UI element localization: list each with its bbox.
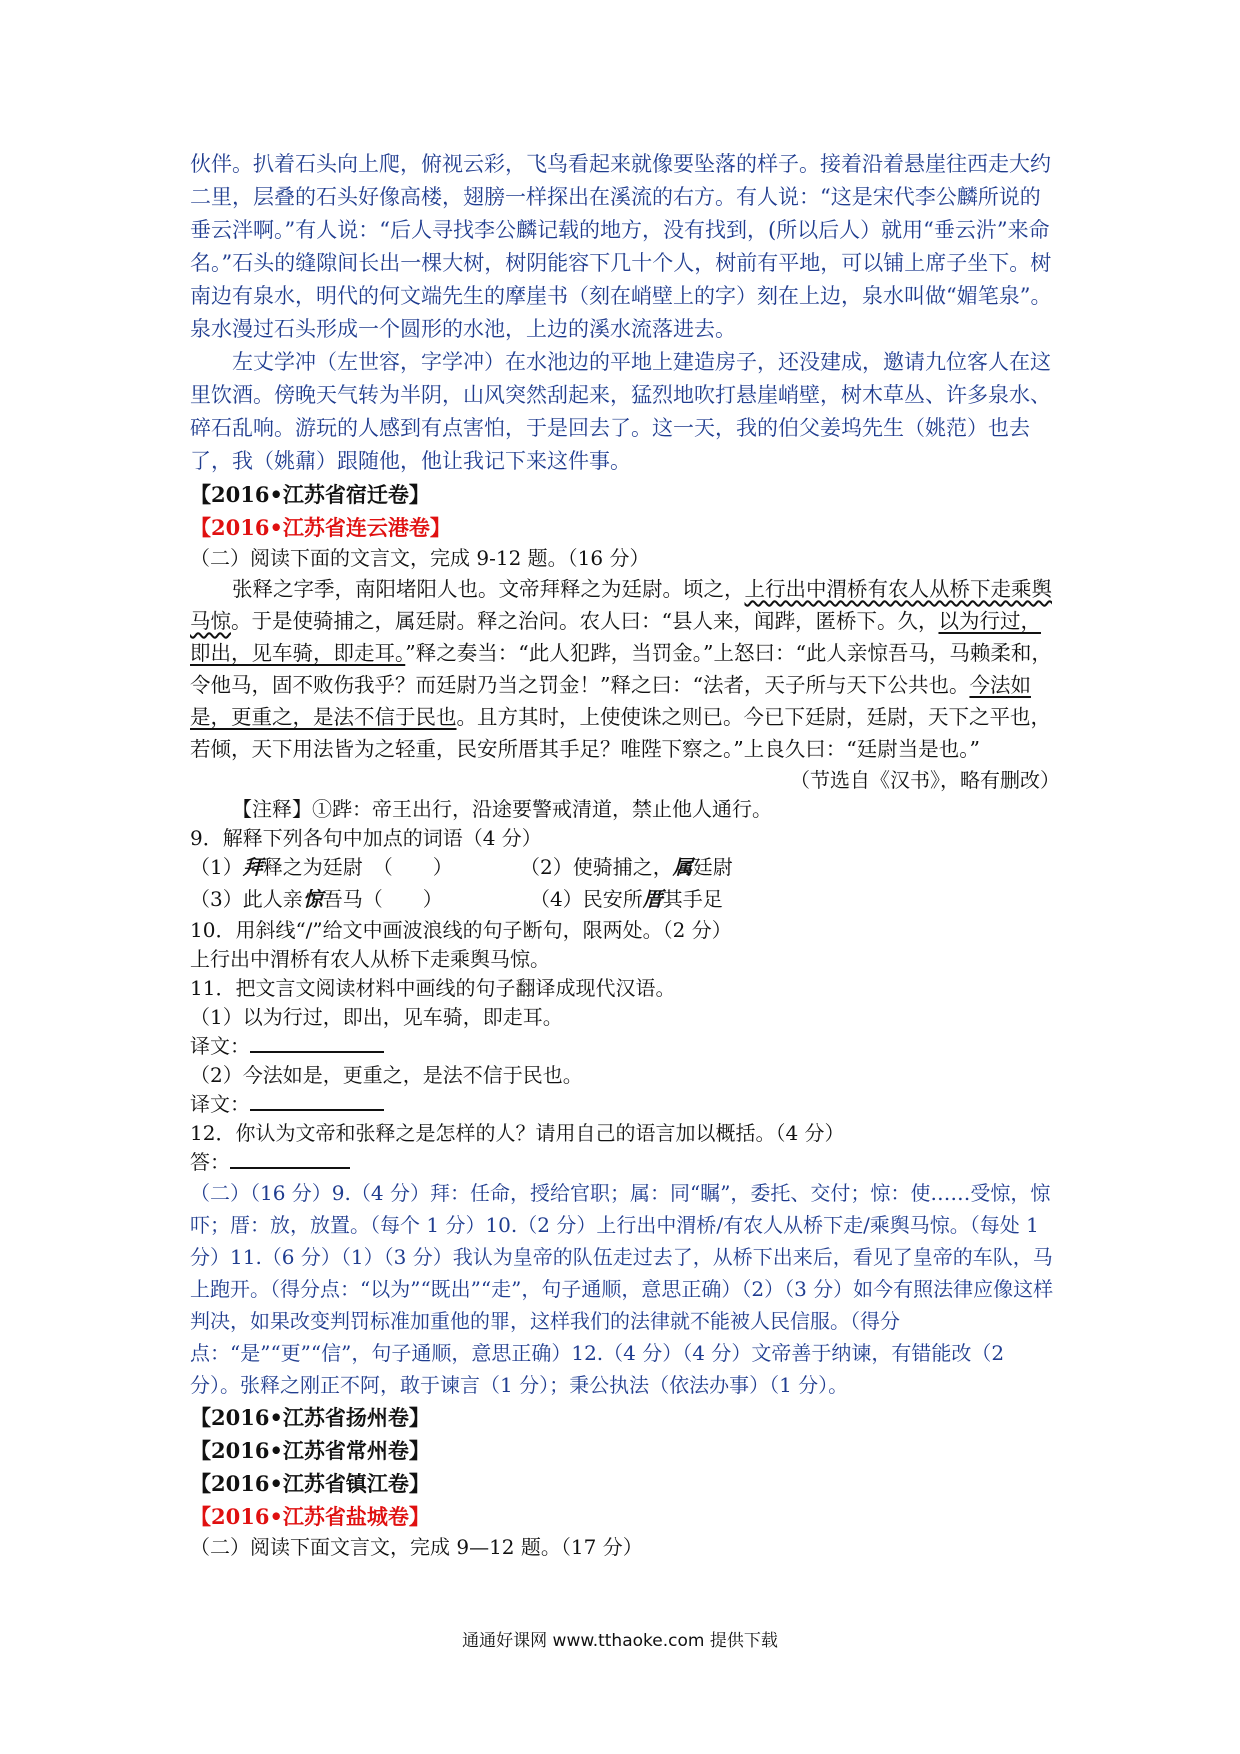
question-9-row-1: [190, 853, 1060, 882]
q9-item-4-suffix: 其手足: [662, 887, 723, 911]
q9-item-4: [530, 882, 723, 916]
section-yancheng-instruction: （二）阅读下面文言文，完成 9—12 题。（17 分）: [190, 1535, 643, 1559]
q9-item-3-dot-word: 惊: [302, 887, 323, 911]
text-part-d: 。且方其时，上使使诛之则已。今已下廷尉，廷尉，天下之平也，若倾，天下用法皆为之轻重，民安所厝其手足？唯陛下察之。”上良久曰：“廷尉当是也。”: [190, 705, 1051, 761]
q9-item-1: [190, 853, 520, 882]
q9-item-2-dot-word: 属: [672, 855, 693, 879]
question-9: 9．解释下列各句中加点的词语（4 分）: [190, 826, 542, 850]
translation-label-1: 译文：: [190, 1034, 250, 1058]
question-10: 10．用斜线“/”给文中画波浪线的句子断句，限两处。（2 分）: [190, 918, 732, 942]
intro-paragraph-1: 伙伴。扒着石头向上爬，俯视云彩，飞鸟看起来就像要坠落的样子。接着沿着悬崖往西走大约二里，层叠的石头好像高楼，翅膀一样探出在溪流的右方。有人说：“这是宋代李公麟所说的垂云泮啊。”有人说：“后人寻找李公麟记载的地方，没有找到，(所以后人）就用“垂云沜”来命名。”石头的缝隙间长出一棵大树，树阴能容下几十个人，树前有平地，可以铺上席子坐下。树南边有泉水，明代的何文端先生的摩崖书（刻在峭壁上的字）刻在上边，泉水叫做“媚笔泉”。泉水漫过石头形成一个圆形的水池，上边的溪水流落进去。: [190, 152, 1052, 341]
q9-item-4-prefix: （4）民安所: [530, 887, 643, 911]
question-12: 12．你认为文帝和张释之是怎样的人？请用自己的语言加以概括。（4 分）: [190, 1121, 845, 1145]
answer-key: （二）（16 分）9.（4 分）拜：任命，授给官职；属：同“瞩”，委托、交付；惊：使……受惊，惊吓；厝：放，放置。（每个 1 分）10.（2 分）上行出中渭桥/有农人从桥下走/乘舆马惊。（每处 1 分）11.（6 分）（1）（3 分）我认为皇帝的队伍走过去了，从桥下出来后，看见了皇帝的车队，马上跑开。（得分点：“以为”“既出”“走”，句子通顺，意思正确）（2）（3 分）如今有照法律应像这样判决，如果改变判罚标准加重他的罪，这样我们的法律就不能被人民信服。（得分点：“是”“更”“信”，句子通顺，意思正确）12.（4 分）（4 分）文帝善于纳谏，有错能改（2 分）。张释之刚正不阿，敢于谏言（1 分）；秉公执法（依法办事）（1 分）。: [190, 1181, 1054, 1397]
translation-label-2: 译文：: [190, 1092, 250, 1116]
question-9-row-2: [190, 882, 1060, 916]
q9-item-2-prefix: （2）使骑捕之，: [520, 855, 673, 879]
q9-item-1-suffix: 释之为廷尉 （ ）: [262, 855, 453, 879]
translation-line-1: [190, 1032, 1060, 1061]
translation-blank-2[interactable]: [250, 1091, 384, 1111]
heading-zhenjiang: 【2016•江苏省镇江卷】: [190, 1471, 430, 1496]
q9-item-1-dot-word: 拜: [242, 855, 263, 879]
underlined-sentence-2: 今法如是，更重之，是法不信于民也: [190, 673, 1031, 729]
q9-item-2-suffix: 廷尉: [692, 855, 733, 879]
text-part-c: ”释之奏当：“此人犯跸，当罚金。”上怒曰：“此人亲惊吾马，马赖柔和，令他马，固不败伤我乎？而廷尉乃当之罚金！”释之曰：“法者，天子所与天下公共也。: [190, 641, 1052, 697]
heading-changzhou: 【2016•江苏省常州卷】: [190, 1438, 430, 1463]
heading-yancheng: 【2016•江苏省盐城卷】: [190, 1504, 430, 1529]
text-part-a: 张释之字季，南阳堵阳人也。文帝拜释之为廷尉。顷之，: [232, 577, 745, 601]
q9-item-3: [190, 882, 530, 916]
document-page: [190, 148, 1060, 1562]
q9-item-1-prefix: （1）: [190, 855, 243, 879]
q9-item-4-dot-word: 厝: [642, 887, 663, 911]
source-citation: （节选自《汉书》，略有删改）: [790, 768, 1060, 792]
annotation-note: 【注释】①跸：帝王出行，沿途要警戒清道，禁止他人通行。: [232, 797, 772, 821]
section-instruction: （二）阅读下面的文言文，完成 9-12 题。（16 分）: [190, 546, 650, 570]
answer-blank[interactable]: [230, 1149, 350, 1169]
classical-text: [190, 573, 1060, 765]
question-10-text: 上行出中渭桥有农人从桥下走乘舆马惊。: [190, 947, 550, 971]
q9-item-3-suffix: 吾马（ ）: [322, 887, 443, 911]
question-11-1: （1）以为行过，即出，见车骑，即走耳。: [190, 1005, 563, 1029]
translation-blank-1[interactable]: [250, 1033, 384, 1053]
heading-yangzhou: 【2016•江苏省扬州卷】: [190, 1405, 430, 1430]
heading-lianyungang: 【2016•江苏省连云港卷】: [190, 515, 451, 540]
intro-paragraph-2: 左丈学冲（左世容，字学冲）在水池边的平地上建造房子，还没建成，邀请九位客人在这里饮酒。傍晚天气转为半阴，山风突然刮起来，猛烈地吹打悬崖峭壁，树木草丛、许多泉水、碎石乱响。游玩的人感到有点害怕，于是回去了。这一天，我的伯父姜坞先生（姚范）也去了，我（姚鼐）跟随他，他让我记下来这件事。: [190, 350, 1051, 473]
page-footer: 通通好课网 www.tthaoke.com 提供下载: [462, 1631, 778, 1651]
answer-label: 答：: [190, 1150, 230, 1174]
q9-item-3-prefix: （3）此人亲: [190, 887, 303, 911]
question-11: 11．把文言文阅读材料中画线的句子翻译成现代汉语。: [190, 976, 676, 1000]
wavy-sentence: 上行出中渭桥有农人从桥下走乘舆马惊: [190, 577, 1052, 633]
question-11-2: （2）今法如是，更重之，是法不信于民也。: [190, 1063, 583, 1087]
underlined-sentence-1: 以为行过，即出，见车骑，即走耳。: [190, 609, 1041, 665]
heading-suqian: 【2016•江苏省宿迁卷】: [190, 482, 430, 507]
answer-line: [190, 1148, 1060, 1177]
text-part-b: 。于是使骑捕之，属廷尉。释之治问。农人曰：“县人来，闻跸，匿桥下。久，: [231, 609, 939, 633]
q9-item-2: [520, 853, 733, 882]
translation-line-2: [190, 1090, 1060, 1119]
